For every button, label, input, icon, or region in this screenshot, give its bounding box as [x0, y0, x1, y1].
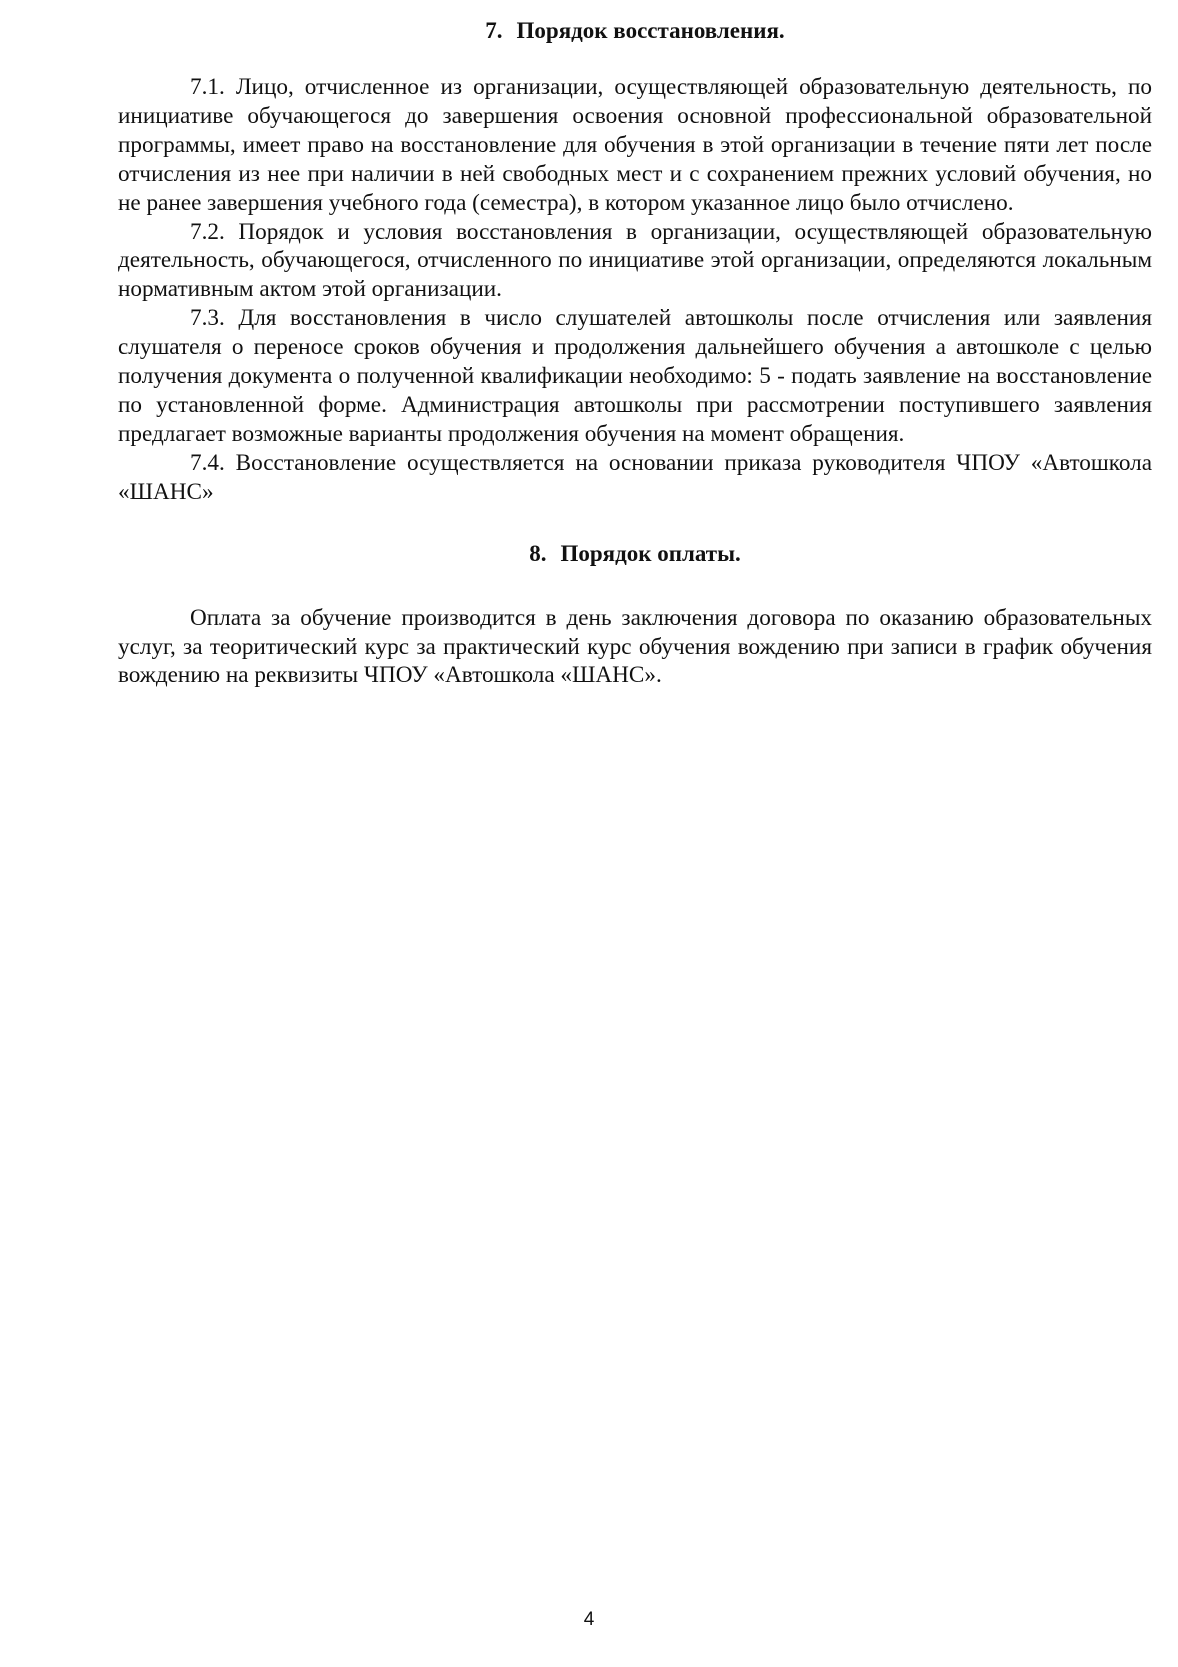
paragraph-payment: Оплата за обучение производится в день заключения договора по оказанию образовательных услуг, за теоритический курс за практический курс обучения вождению при записи в график обучения вождению на реквизиты ЧПОУ «Автошкола «ШАНС». [118, 604, 1152, 689]
section-payment [118, 537, 1152, 691]
paragraph-7-1: 7.1. Лицо, отчисленное из организации, осуществляющей образовательную деятельность, по инициативе обучающегося до завершения освоения основной профессиональной образовательной программы, имеет право на восстановление для обучения в этой организации в течение пяти лет после отчисления из нее при наличии в ней свободных мест и с сохранением прежних условий обучения, но не ранее завершения учебного года (семестра), в котором указанное лицо было отчислено. [118, 74, 1152, 216]
section-number: 7. [485, 18, 503, 43]
section-title: Порядок оплаты. [560, 540, 741, 566]
section-number: 8. [529, 540, 547, 566]
section-restoration [118, 14, 1152, 507]
paragraph-7-4: 7.4. Восстановление осуществляется на основании приказа руководителя ЧПОУ «Автошкола «ШАНС» [118, 449, 1152, 505]
paragraph-7-2: 7.2. Порядок и условия восстановления в организации, осуществляющей образовательную деятельность, обучающегося, отчисленного по инициативе этой организации, определяются локальным нормативным актом этой организации. [118, 218, 1152, 303]
section-heading [118, 537, 1152, 570]
page-number: 4 [583, 1609, 595, 1630]
section-title: Порядок восстановления. [516, 18, 785, 43]
document-content [118, 14, 1152, 690]
section-heading [118, 14, 1152, 47]
paragraph-7-3: 7.3. Для восстановления в число слушателей автошколы после отчисления или заявления слушателя о переносе сроков обучения и продолжения дальнейшего обучения а автошколе с целью получения документа о полученной квалификации необходимо: 5 - подать заявление на восстановление по установленной форме. Администрация автошколы при рассмотрении поступившего заявления предлагает возможные варианты продолжения обучения на момент обращения. [118, 305, 1152, 447]
